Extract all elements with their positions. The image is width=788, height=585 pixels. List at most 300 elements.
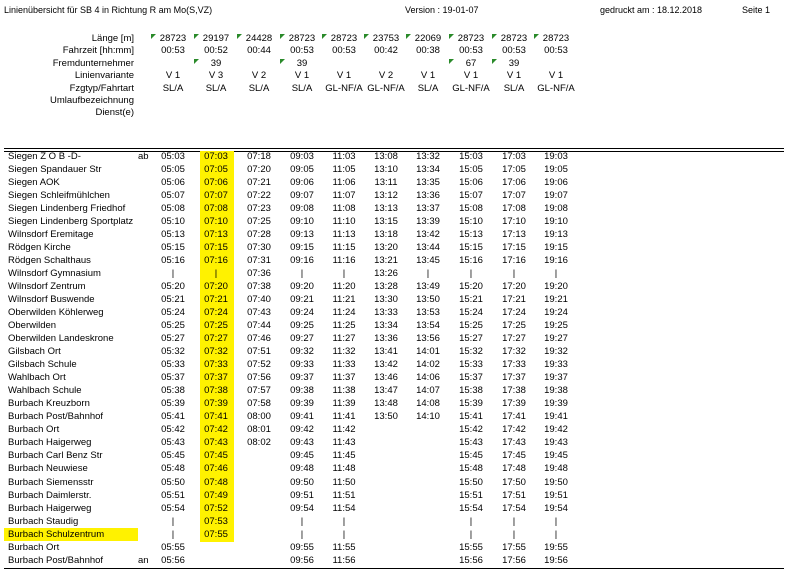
trip-fahrzeit: 00:53 [459, 45, 483, 57]
time-cell: 07:46 [204, 463, 228, 475]
time-cell: 07:58 [247, 398, 271, 410]
time-cell: 13:35 [416, 177, 440, 189]
trip-fremd: 39 [508, 57, 520, 69]
time-cell: 13:46 [374, 372, 398, 384]
trip-laenge: 23753 [372, 33, 400, 44]
time-cell: 17:41 [502, 411, 526, 423]
trip-fzgtyp: GL-NF/A [452, 82, 490, 94]
time-cell: 17:07 [502, 190, 526, 202]
time-cell: 09:54 [290, 502, 314, 514]
time-cell: 05:55 [161, 541, 185, 553]
time-cell: 07:13 [204, 229, 228, 241]
time-cell: 07:43 [204, 437, 228, 449]
stop-name: Siegen AOK [8, 177, 60, 189]
time-cell: 17:03 [502, 151, 526, 162]
time-cell: 17:08 [502, 203, 526, 215]
time-cell: | [426, 268, 430, 280]
time-cell: 09:37 [290, 372, 314, 384]
time-cell: 09:07 [290, 190, 314, 202]
time-cell: 17:51 [502, 489, 526, 501]
time-cell: 19:05 [544, 164, 568, 176]
time-cell: 08:01 [247, 424, 271, 436]
time-cell: 11:21 [332, 294, 356, 306]
time-cell: 05:54 [161, 502, 185, 514]
stop-name: Oberwilden Landeskrone [8, 333, 114, 345]
stop-name: Wilnsdorf Gymnasium [8, 268, 101, 280]
time-cell: 15:42 [459, 424, 483, 436]
time-cell: 13:34 [374, 320, 398, 332]
time-cell: 19:51 [544, 489, 568, 501]
time-cell: 17:43 [502, 437, 526, 449]
time-cell: 08:00 [247, 411, 271, 423]
time-cell: | [342, 268, 346, 280]
time-cell: 15:21 [459, 294, 483, 306]
time-cell: 07:15 [204, 242, 228, 254]
time-cell: 07:51 [247, 346, 271, 358]
divider-top [4, 148, 784, 149]
time-cell: 15:07 [459, 190, 483, 202]
time-cell: 07:22 [247, 190, 271, 202]
time-cell: 07:31 [247, 255, 271, 267]
time-cell: 19:03 [544, 151, 568, 162]
time-cell: 13:41 [374, 346, 398, 358]
stop-name: Burbach Kreuzborn [8, 398, 90, 410]
time-cell: 11:37 [332, 372, 356, 384]
time-cell: 17:27 [502, 333, 526, 345]
time-cell: 17:25 [502, 320, 526, 332]
stop-name: Wilnsdorf Buswende [8, 294, 95, 306]
time-cell: 11:15 [332, 242, 356, 254]
time-cell: 15:10 [459, 216, 483, 228]
stop-name: Wilnsdorf Zentrum [8, 281, 86, 293]
time-cell: 09:51 [290, 489, 314, 501]
time-cell: 17:37 [502, 372, 526, 384]
time-cell: | [469, 268, 473, 280]
time-cell: 07:38 [204, 385, 228, 397]
time-cell: 17:55 [502, 541, 526, 553]
time-cell: 05:50 [161, 476, 185, 488]
time-cell: 07:56 [247, 372, 271, 384]
time-cell: 17:45 [502, 450, 526, 462]
stop-name: Burbach Haigerweg [8, 437, 92, 449]
time-cell: 19:42 [544, 424, 568, 436]
time-cell: 07:18 [247, 151, 271, 162]
time-cell: 13:54 [416, 320, 440, 332]
time-cell: 09:33 [290, 359, 314, 371]
time-cell: 17:38 [502, 385, 526, 397]
time-cell: | [512, 268, 516, 280]
trip-laenge: 28723 [457, 33, 485, 44]
trip-fahrzeit: 00:38 [416, 45, 440, 57]
time-cell: 15:27 [459, 333, 483, 345]
time-cell: 11:03 [332, 151, 356, 162]
time-cell: 19:43 [544, 437, 568, 449]
trip-fzgtyp: SL/A [248, 82, 270, 94]
time-cell: 19:55 [544, 541, 568, 553]
time-cell: 15:16 [459, 255, 483, 267]
divider-bottom [4, 568, 784, 569]
time-cell: 07:27 [204, 333, 228, 345]
time-cell: 09:21 [290, 294, 314, 306]
time-cell: 19:45 [544, 450, 568, 462]
time-cell: 05:07 [161, 190, 185, 202]
time-cell: 17:13 [502, 229, 526, 241]
time-cell: 14:06 [416, 372, 440, 384]
time-cell: 11:25 [332, 320, 356, 332]
time-cell: 15:24 [459, 307, 483, 319]
time-cell: 11:48 [332, 463, 356, 475]
time-cell: 15:25 [459, 320, 483, 332]
print-date: gedruckt am : 18.12.2018 [600, 5, 703, 15]
time-cell: 09:43 [290, 437, 314, 449]
time-cell: 09:32 [290, 346, 314, 358]
time-cell: 05:37 [161, 372, 185, 384]
trip-fahrzeit: 00:53 [332, 45, 356, 57]
time-cell: 19:25 [544, 320, 568, 332]
time-cell: 09:48 [290, 463, 314, 475]
stop-name: Siegen Spandauer Str [8, 164, 102, 176]
time-cell: 15:48 [459, 463, 483, 475]
time-cell: 07:25 [247, 216, 271, 228]
stop-name: Siegen Schleifmühlchen [8, 190, 110, 202]
time-cell: 17:24 [502, 307, 526, 319]
time-cell: 13:36 [374, 333, 398, 345]
time-cell: 07:43 [247, 307, 271, 319]
trip-laenge: 28723 [500, 33, 528, 44]
time-cell: 19:13 [544, 229, 568, 241]
time-cell: 09:25 [290, 320, 314, 332]
time-cell: 15:13 [459, 229, 483, 241]
time-cell: 11:16 [332, 255, 356, 267]
time-cell: 13:11 [374, 177, 398, 189]
time-cell: 07:20 [204, 281, 228, 293]
time-cell: 07:57 [247, 385, 271, 397]
time-cell: 11:50 [332, 476, 356, 488]
time-cell: 11:10 [332, 216, 356, 228]
time-cell: 07:41 [204, 411, 228, 423]
time-cell: | [469, 515, 473, 527]
time-cell: 13:20 [374, 242, 398, 254]
trip-laenge: 28723 [542, 33, 570, 44]
time-cell: 11:33 [332, 359, 356, 371]
attribute-label: Umlaufbezeichnung [50, 95, 134, 106]
attribute-label: Fahrzeit [hh:mm] [62, 45, 134, 57]
trip-fahrzeit: 00:53 [502, 45, 526, 57]
time-cell: 09:10 [290, 216, 314, 228]
attribute-label: Fremdunternehmer [52, 57, 134, 69]
time-cell: 15:51 [459, 489, 483, 501]
time-cell: | [300, 528, 304, 540]
attribute-label: Länge [m] [91, 33, 134, 44]
time-cell: 15:32 [459, 346, 483, 358]
time-cell: 13:45 [416, 255, 440, 267]
trip-variante: V 1 [506, 70, 522, 82]
time-cell: 19:27 [544, 333, 568, 345]
time-cell: 05:32 [161, 346, 185, 358]
time-cell: 07:30 [247, 242, 271, 254]
time-cell: 11:05 [332, 164, 356, 176]
stop-name: Gilsbach Ort [8, 346, 61, 358]
time-cell: 13:36 [416, 190, 440, 202]
time-cell: 07:39 [204, 398, 228, 410]
time-cell: | [512, 528, 516, 540]
time-cell: 19:32 [544, 346, 568, 358]
time-cell: 14:02 [416, 359, 440, 371]
trip-fahrzeit: 00:53 [161, 45, 185, 57]
trip-fremd: 67 [465, 57, 477, 69]
time-cell: 05:10 [161, 216, 185, 228]
trip-laenge: 28723 [159, 33, 187, 44]
trip-fzgtyp: SL/A [205, 82, 227, 94]
time-cell: 13:50 [416, 294, 440, 306]
trip-variante: V 1 [165, 70, 181, 82]
time-cell: 05:38 [161, 385, 185, 397]
time-cell: 07:52 [204, 502, 228, 514]
time-cell: 07:33 [204, 359, 228, 371]
time-cell: 13:08 [374, 151, 398, 162]
time-cell: | [342, 515, 346, 527]
trip-fzgtyp: SL/A [291, 82, 313, 94]
time-cell: 13:56 [416, 333, 440, 345]
time-cell: 11:07 [332, 190, 356, 202]
stop-name: Burbach Ort [8, 424, 60, 436]
time-cell: 05:15 [161, 242, 185, 254]
time-cell: 15:33 [459, 359, 483, 371]
trip-laenge: 28723 [288, 33, 316, 44]
time-cell: 09:13 [290, 229, 314, 241]
time-cell: 19:10 [544, 216, 568, 228]
time-cell: 09:24 [290, 307, 314, 319]
stop-name: Wilnsdorf Eremitage [8, 229, 94, 241]
time-cell: | [554, 268, 558, 280]
time-cell: 17:50 [502, 476, 526, 488]
time-cell: 15:50 [459, 476, 483, 488]
time-cell: 11:32 [332, 346, 356, 358]
time-cell: 05:27 [161, 333, 185, 345]
time-cell: 05:06 [161, 177, 185, 189]
time-cell: 09:20 [290, 281, 314, 293]
time-cell: 09:56 [290, 554, 314, 566]
stop-name: Burbach Schulzentrum [4, 528, 138, 541]
time-cell: 19:48 [544, 463, 568, 475]
time-cell: 07:45 [204, 450, 228, 462]
stop-name: Burbach Haigerweg [8, 502, 92, 514]
time-cell: 11:27 [332, 333, 356, 345]
time-cell: 15:38 [459, 385, 483, 397]
version-label: Version : 19-01-07 [405, 5, 479, 15]
trip-variante: V 1 [548, 70, 564, 82]
time-cell: 11:39 [332, 398, 356, 410]
time-cell: 13:26 [374, 268, 398, 280]
stop-name: Burbach Post/Bahnhof [8, 554, 104, 566]
time-cell: 14:10 [416, 411, 440, 423]
time-cell: 17:10 [502, 216, 526, 228]
time-cell: | [214, 268, 218, 280]
departure-arrival-mark: an [138, 554, 149, 566]
time-cell: 05:42 [161, 424, 185, 436]
time-cell: 07:37 [204, 372, 228, 384]
time-cell: 11:41 [332, 411, 356, 423]
trip-fahrzeit: 00:52 [204, 45, 228, 57]
stop-name: Burbach Daimlerstr. [8, 489, 92, 501]
time-cell: 11:08 [332, 203, 356, 215]
time-cell: 13:30 [374, 294, 398, 306]
time-cell: 11:55 [332, 541, 356, 553]
time-cell: 15:05 [459, 164, 483, 176]
time-cell: | [469, 528, 473, 540]
trip-fahrzeit: 00:42 [374, 45, 398, 57]
time-cell: 09:50 [290, 476, 314, 488]
time-cell: | [512, 515, 516, 527]
time-cell: 13:44 [416, 242, 440, 254]
time-cell: 15:08 [459, 203, 483, 215]
time-cell: 19:41 [544, 411, 568, 423]
trip-fzgtyp: SL/A [417, 82, 439, 94]
time-cell: 13:28 [374, 281, 398, 293]
time-cell: 07:55 [204, 528, 228, 540]
time-cell: 09:45 [290, 450, 314, 462]
time-cell: 07:36 [247, 268, 271, 280]
time-cell: 19:50 [544, 476, 568, 488]
time-cell: 07:05 [204, 164, 228, 176]
time-cell: 13:34 [416, 164, 440, 176]
time-cell: 09:39 [290, 398, 314, 410]
time-cell: 11:42 [332, 424, 356, 436]
time-cell: 07:03 [204, 151, 228, 162]
time-cell: 05:24 [161, 307, 185, 319]
time-cell: | [554, 515, 558, 527]
trip-variante: V 3 [208, 70, 224, 82]
time-cell: 13:10 [374, 164, 398, 176]
time-cell: 15:20 [459, 281, 483, 293]
time-cell: 13:33 [374, 307, 398, 319]
trip-laenge: 24428 [245, 33, 273, 44]
time-cell: 05:41 [161, 411, 185, 423]
time-cell: 07:08 [204, 203, 228, 215]
time-cell: 19:20 [544, 281, 568, 293]
time-cell: 07:16 [204, 255, 228, 267]
stop-name: Burbach Neuwiese [8, 463, 88, 475]
trip-laenge: 22069 [414, 33, 442, 44]
time-cell: 17:39 [502, 398, 526, 410]
time-cell: 05:05 [161, 164, 185, 176]
stop-name: Oberwilden [8, 320, 57, 332]
stop-name: Gilsbach Schule [8, 359, 77, 371]
time-cell: 14:08 [416, 398, 440, 410]
time-cell: 13:48 [374, 398, 398, 410]
time-cell: 11:13 [332, 229, 356, 241]
attribute-label: Linienvariante [74, 70, 134, 82]
time-cell: 17:48 [502, 463, 526, 475]
time-cell: 07:28 [247, 229, 271, 241]
time-cell: 07:20 [247, 164, 271, 176]
time-cell: 05:45 [161, 450, 185, 462]
time-cell: 13:39 [416, 216, 440, 228]
time-cell: 17:05 [502, 164, 526, 176]
time-cell: 11:20 [332, 281, 356, 293]
stop-name: Siegen Lindenberg Sportplatz [8, 216, 134, 228]
attribute-label: Dienst(e) [95, 107, 134, 119]
time-cell: 13:21 [374, 255, 398, 267]
time-cell: | [342, 528, 346, 540]
page-number: Seite 1 [742, 5, 771, 15]
time-cell: 09:27 [290, 333, 314, 345]
time-cell: | [171, 515, 175, 527]
time-cell: 13:32 [416, 151, 440, 162]
time-cell: 07:07 [204, 190, 228, 202]
time-cell: 11:56 [332, 554, 356, 566]
time-cell: | [554, 528, 558, 540]
time-cell: 07:40 [247, 294, 271, 306]
stop-name: Wahlbach Ort [8, 372, 66, 384]
time-cell: 19:39 [544, 398, 568, 410]
time-cell: 05:13 [161, 229, 185, 241]
stop-name: Rödgen Kirche [8, 242, 71, 254]
trip-fahrzeit: 00:53 [544, 45, 568, 57]
page-title: Linienübersicht für SB 4 in Richtung R am Mo(S,VZ) [4, 5, 213, 15]
time-cell: 07:23 [247, 203, 271, 215]
time-cell: 17:32 [502, 346, 526, 358]
stop-name: Burbach Siemensstr [8, 476, 94, 488]
stop-name: Rödgen Schalthaus [8, 255, 91, 267]
stop-name: Burbach Post/Bahnhof [8, 411, 104, 423]
time-cell: 15:55 [459, 541, 483, 553]
time-cell: 05:56 [161, 554, 185, 566]
time-cell: 17:20 [502, 281, 526, 293]
time-cell: 11:43 [332, 437, 356, 449]
trip-fahrzeit: 00:53 [290, 45, 314, 57]
time-cell: 13:12 [374, 190, 398, 202]
trip-variante: V 1 [420, 70, 436, 82]
time-cell: 05:51 [161, 489, 185, 501]
trip-fzgtyp: GL-NF/A [325, 82, 363, 94]
time-cell: 09:55 [290, 541, 314, 553]
trip-fahrzeit: 00:44 [247, 45, 271, 57]
time-cell: 15:45 [459, 450, 483, 462]
trip-variante: V 2 [378, 70, 394, 82]
time-cell: 05:21 [161, 294, 185, 306]
time-cell: 07:53 [204, 515, 228, 527]
time-cell: 09:08 [290, 203, 314, 215]
time-cell: 15:43 [459, 437, 483, 449]
time-cell: 19:56 [544, 554, 568, 566]
time-cell: 07:46 [247, 333, 271, 345]
trip-fzgtyp: GL-NF/A [367, 82, 405, 94]
time-cell: 13:18 [374, 229, 398, 241]
time-cell: 19:24 [544, 307, 568, 319]
time-cell: 15:54 [459, 502, 483, 514]
time-cell: 09:03 [290, 151, 314, 162]
time-cell: | [171, 528, 175, 540]
time-cell: | [300, 268, 304, 280]
time-cell: 05:16 [161, 255, 185, 267]
time-cell: 19:33 [544, 359, 568, 371]
trip-laenge: 29197 [202, 33, 230, 44]
stop-name: Siegen Lindenberg Friedhof [8, 203, 126, 215]
time-cell: 17:21 [502, 294, 526, 306]
time-cell: 07:42 [204, 424, 228, 436]
time-cell: 13:49 [416, 281, 440, 293]
time-cell: 13:42 [416, 229, 440, 241]
time-cell: 11:54 [332, 502, 356, 514]
time-cell: 09:41 [290, 411, 314, 423]
time-cell: 09:42 [290, 424, 314, 436]
time-cell: 09:06 [290, 177, 314, 189]
time-cell: 09:15 [290, 242, 314, 254]
time-cell: 17:33 [502, 359, 526, 371]
time-cell: 19:16 [544, 255, 568, 267]
time-cell: 17:15 [502, 242, 526, 254]
